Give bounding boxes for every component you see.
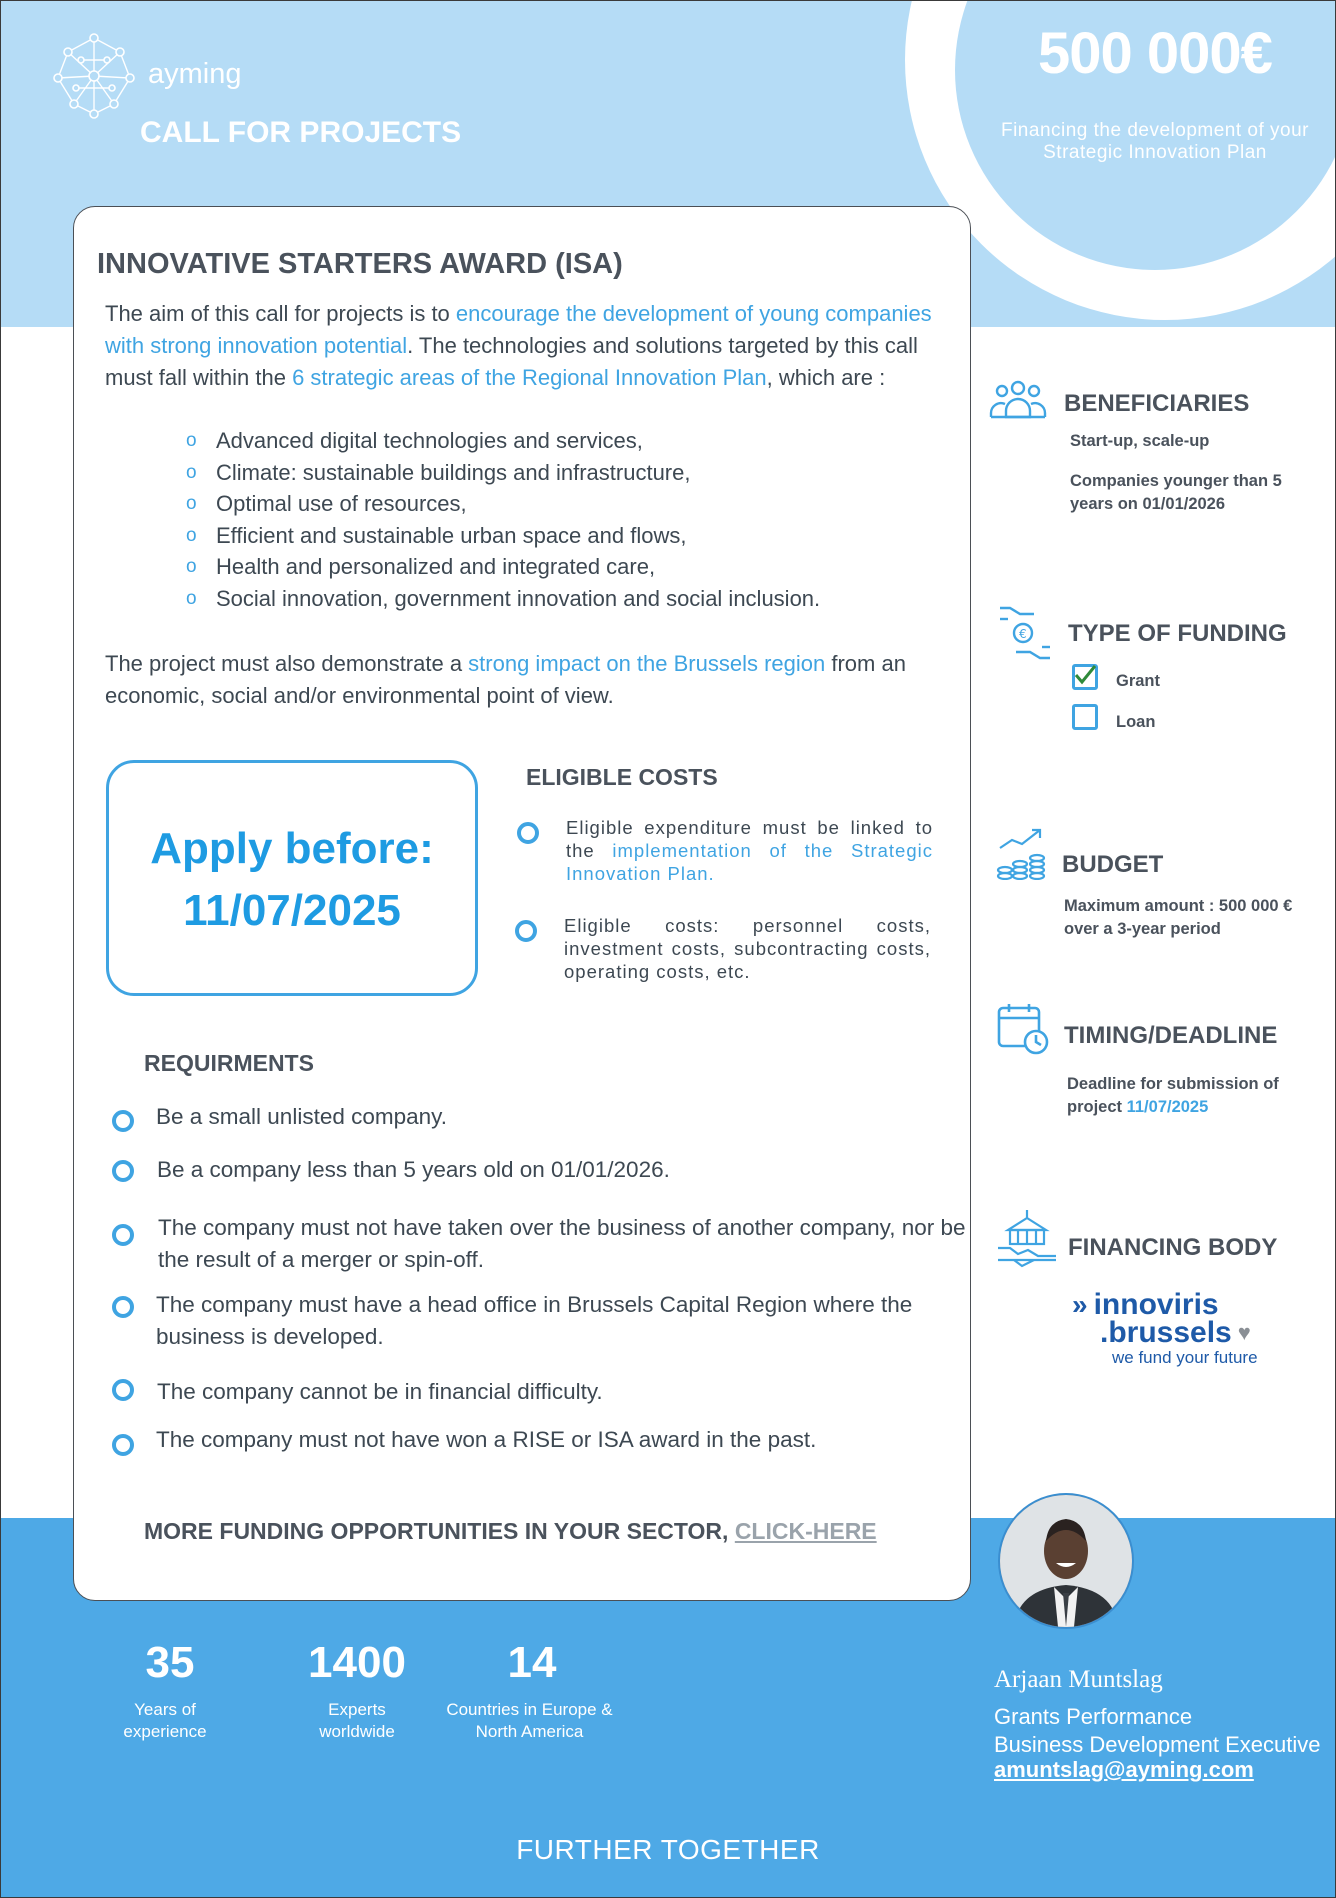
list-item: o Efficient and sustainable urban space and flows, [186,520,820,552]
stat-countries-number: 14 [507,1638,557,1687]
bullet-ring-icon [112,1224,134,1246]
list-item: o Advanced digital technologies and services, [186,425,820,457]
budget-chart-icon [996,826,1048,880]
intro-highlight-2: 6 strategic areas of the Regional Innovation Plan [292,365,767,390]
eligible-cost-item-1: Eligible expenditure must be linked to the implementation of the Strategic Innovation Plan. [566,817,933,884]
requirement-item: The company must have a head office in Brussels Capital Region where the business is developed. [156,1292,913,1349]
apply-date: 11/07/2025 [183,886,401,935]
bullet-ring-icon [112,1434,134,1456]
requirement-item: Be a small unlisted company. [156,1104,447,1129]
requirement-item: The company must not have taken over the business of another company, nor be the result of a merger or spin-off. [158,1215,966,1272]
timing-title: TIMING/DEADLINE [1064,1022,1278,1049]
ayming-logo-icon [48,30,140,120]
apply-label: Apply before: [150,824,434,873]
double-chevron-icon: » [1072,1289,1082,1320]
contact-email-link[interactable]: amuntslag@ayming.com [994,1757,1254,1782]
award-title: INNOVATIVE STARTERS AWARD (ISA) [97,248,623,280]
contact-role-line-2: Business Development Executive [994,1732,1321,1757]
list-item: o Health and personalized and integrated care, [186,551,820,583]
eligible-costs-title: ELIGIBLE COSTS [526,764,718,790]
funding-type-title: TYPE OF FUNDING [1068,620,1287,647]
beneficiaries-line-2: Companies younger than 5 years on 01/01/2026 [1070,472,1282,513]
intro-paragraph: The aim of this call for projects is to encourage the development of young companies with strong innovation potential. The technologies and solutions targeted by this call must fall within the 6 strategic areas of the Regional Innovation Plan, which are : [105,301,932,390]
contact-role-line-1: Grants Performance [994,1704,1193,1729]
tagline: FURTHER TOGETHER [516,1834,820,1865]
bullet-ring-icon [112,1160,134,1182]
eligible-cost-item-2: Eligible costs: personnel costs, investment costs, subcontracting costs, operating costs, etc. [564,915,931,982]
amount-value: 500 000€ [1038,21,1272,86]
innoviris-wordmark: innoviris [1093,1288,1219,1321]
calendar-clock-icon [996,1002,1052,1056]
amount-subtitle: Financing the development of your Strategic Innovation Plan [1000,120,1309,163]
beneficiaries-title: BENEFICIARIES [1064,390,1250,417]
brussels-wordmark: .brussels [1100,1316,1232,1349]
budget-title: BUDGET [1062,851,1164,878]
stat-countries-label: Countries in Europe & North America [446,1700,613,1741]
impact-paragraph: The project must also demonstrate a strong impact on the Brussels region from an economic, social and/or environmental point of view. [105,651,906,708]
brand-name: ayming [148,58,242,90]
contact-role [994,1703,1321,1759]
financing-body-title: FINANCING BODY [1068,1234,1278,1261]
apply-before-text [106,818,478,942]
grant-label: Grant [1116,672,1161,690]
svg-text:€: € [1019,627,1027,641]
grant-checkbox[interactable] [1072,664,1098,690]
list-item: o Climate: sustainable buildings and infrastructure, [186,457,820,489]
bullet-ring-icon [112,1296,134,1318]
contact-name: Arjaan Muntslag [994,1666,1163,1693]
people-group-icon [988,377,1048,421]
financing-building-icon [996,1208,1058,1272]
requirements-title: REQUIRMENTS [144,1050,314,1076]
avatar [998,1493,1134,1629]
call-for-projects-title: CALL FOR PROJECTS [140,116,462,149]
stat-years-number: 35 [145,1638,195,1687]
requirement-item: Be a company less than 5 years old on 01/01/2026. [157,1157,670,1182]
strategic-areas-list [186,425,820,614]
more-opportunities: MORE FUNDING OPPORTUNITIES IN YOUR SECTOR, CLICK-HERE [144,1518,877,1544]
loan-label: Loan [1116,713,1156,731]
bullet-ring-icon [515,920,537,942]
heart-icon: ♥ [1237,1320,1251,1345]
person-portrait-icon [1000,1495,1132,1627]
checkmark-icon [1072,662,1098,688]
stat-experts-label: Experts worldwide [319,1700,395,1741]
beneficiaries-line-1: Start-up, scale-up [1070,432,1210,450]
innoviris-logo [1072,1288,1258,1368]
list-item: o Optimal use of resources, [186,488,820,520]
stat-years-label: Years of experience [123,1700,207,1741]
bullet-ring-icon [112,1110,134,1132]
list-item: o Social innovation, government innovation and social inclusion. [186,583,820,615]
innoviris-slogan: we fund your future [1112,1348,1258,1367]
money-hands-icon [997,604,1053,662]
requirement-item: The company must not have won a RISE or ISA award in the past. [156,1427,817,1452]
loan-checkbox[interactable] [1072,704,1098,730]
bullet-ring-icon [517,822,539,844]
bullet-ring-icon [112,1379,134,1401]
budget-text: Maximum amount : 500 000 € over a 3-year period [1064,897,1293,938]
timing-text: Deadline for submission of project 11/07/2025 [1067,1075,1279,1116]
requirement-item: The company cannot be in financial difficulty. [157,1379,603,1404]
impact-highlight: strong impact on the Brussels region [468,651,826,676]
stat-experts-number: 1400 [308,1638,406,1687]
click-here-link[interactable]: CLICK-HERE [734,1518,877,1544]
intro-highlight-1: encourage the development of young companies with strong innovation potential [105,301,932,358]
